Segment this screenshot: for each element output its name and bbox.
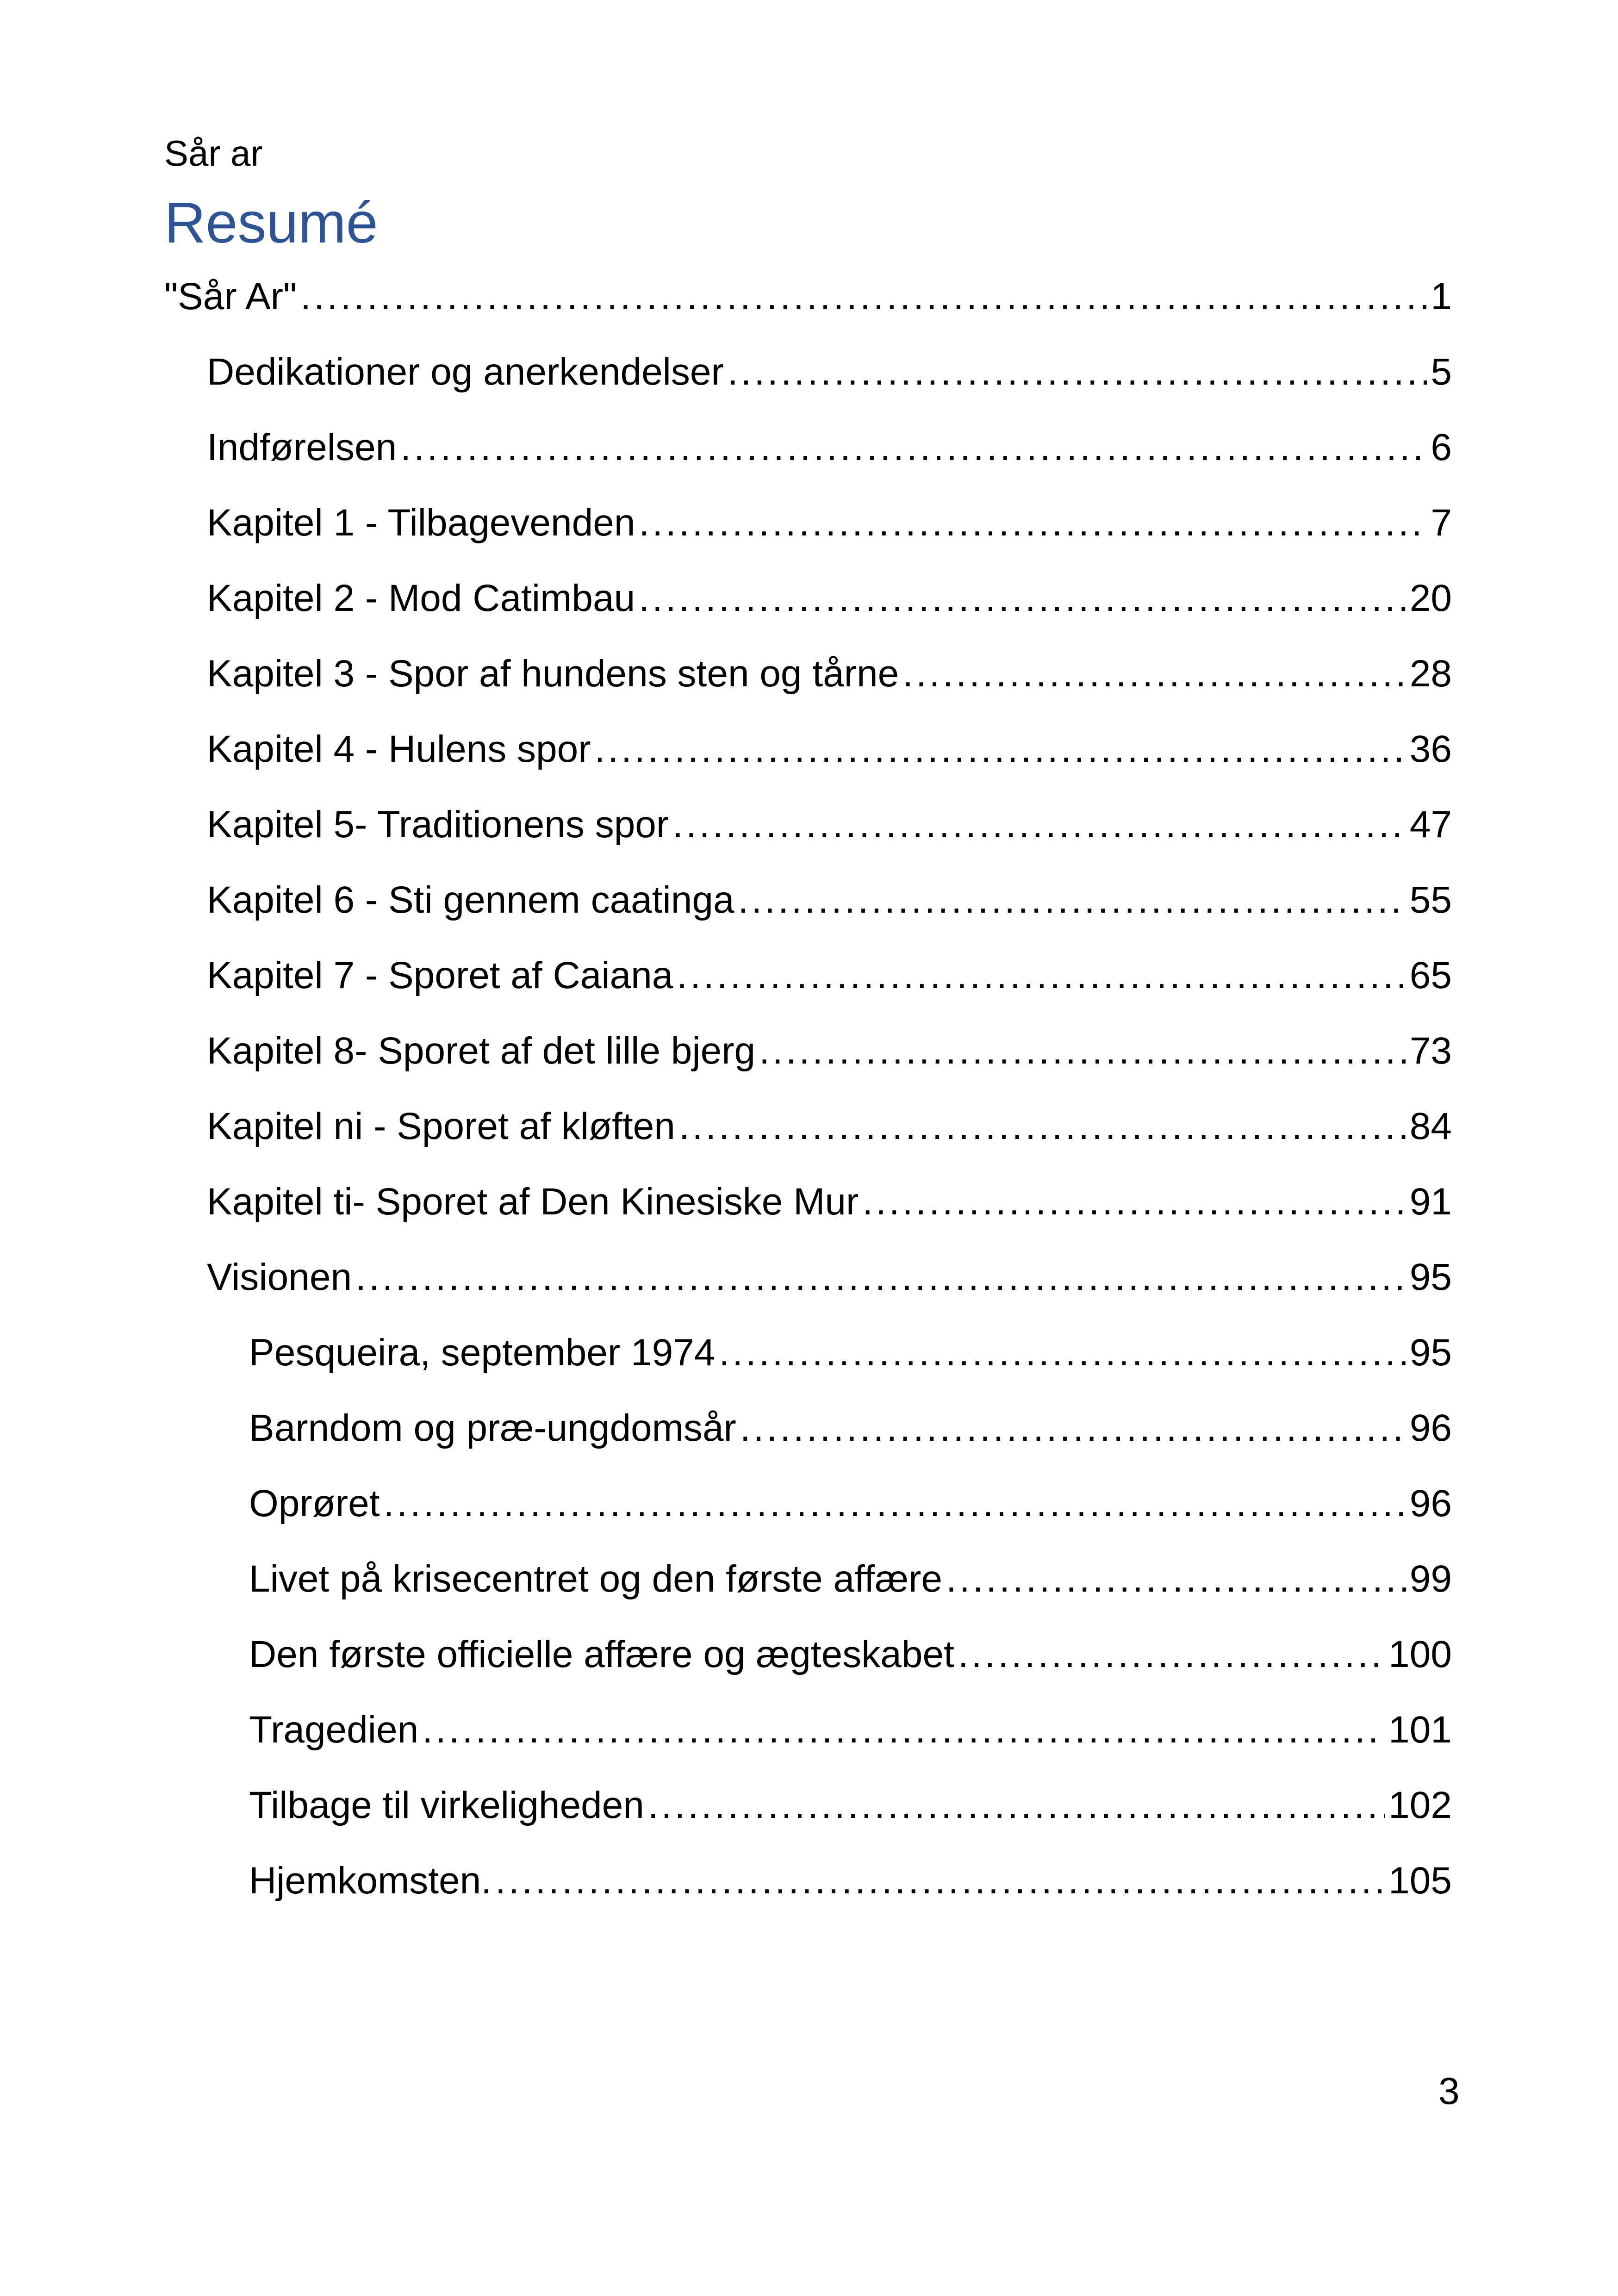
toc-dot-leader xyxy=(759,1032,1406,1070)
toc-entry[interactable] xyxy=(207,353,1452,391)
toc-entry[interactable] xyxy=(249,1862,1452,1900)
toc-entry[interactable] xyxy=(207,1258,1452,1296)
toc-dot-leader xyxy=(958,1636,1385,1674)
toc-entry-page: 91 xyxy=(1409,1181,1452,1223)
toc-entry-page: 95 xyxy=(1409,1332,1452,1374)
toc-entry-label: "Sår Ar" xyxy=(164,275,297,317)
toc-entry[interactable] xyxy=(207,579,1452,617)
toc-entry-label: Den første officielle affære og ægteskabet xyxy=(249,1633,954,1675)
toc-dot-leader xyxy=(719,1334,1406,1372)
toc-entry-label: Oprøret xyxy=(249,1482,380,1524)
toc-dot-leader xyxy=(595,730,1406,768)
toc-entry[interactable] xyxy=(207,881,1452,919)
toc-entry[interactable] xyxy=(249,1409,1452,1447)
toc-entry-page: 99 xyxy=(1409,1558,1452,1600)
toc-entry[interactable] xyxy=(207,1105,1452,1147)
toc-entry-label: Kapitel 2 - Mod Catimbau xyxy=(207,577,635,619)
toc-entry-label: Indførelsen xyxy=(207,426,397,468)
toc-entry-page: 102 xyxy=(1388,1784,1452,1826)
toc-entry-page: 100 xyxy=(1388,1633,1452,1675)
toc-entry-page: 28 xyxy=(1409,653,1452,695)
toc-dot-leader xyxy=(740,1409,1406,1447)
toc-entry-page: 36 xyxy=(1409,728,1452,770)
toc-dot-leader xyxy=(300,278,1427,316)
toc-entry-label: Kapitel 8- Sporet af det lille bjerg xyxy=(207,1030,756,1072)
toc-dot-leader xyxy=(862,1183,1406,1221)
toc-dot-leader xyxy=(738,881,1406,919)
toc-dot-leader xyxy=(383,1485,1406,1523)
toc-entry-page: 96 xyxy=(1409,1407,1452,1449)
toc-dot-leader xyxy=(355,1258,1406,1296)
toc-entry-page: 6 xyxy=(1431,426,1452,468)
toc-entry-page: 7 xyxy=(1431,502,1452,544)
toc-entry-page: 84 xyxy=(1409,1105,1452,1147)
toc-entry[interactable] xyxy=(207,803,1452,846)
toc-dot-leader xyxy=(422,1711,1385,1749)
toc-entry[interactable] xyxy=(249,1334,1452,1372)
toc-entry-page: 96 xyxy=(1409,1482,1452,1524)
toc-entry-label: Kapitel 3 - Spor af hundens sten og tårne xyxy=(207,653,899,695)
toc-dot-leader xyxy=(495,1862,1385,1900)
toc-entry-page: 47 xyxy=(1409,803,1452,846)
page-title: Resumé xyxy=(164,191,378,255)
page-number: 3 xyxy=(1438,2070,1460,2112)
toc-dot-leader xyxy=(400,429,1427,467)
toc-entry-label: Visionen xyxy=(207,1256,352,1298)
toc-entry-page: 105 xyxy=(1388,1860,1452,1902)
toc-entry-label: Kapitel 1 - Tilbagevenden xyxy=(207,502,635,544)
toc-entry[interactable] xyxy=(164,275,1452,317)
toc-entry[interactable] xyxy=(207,655,1452,693)
toc-entry[interactable] xyxy=(207,504,1452,542)
toc-entry-page: 5 xyxy=(1431,351,1452,393)
toc-entry-label: Kapitel 7 - Sporet af Caiana xyxy=(207,954,673,996)
toc-dot-leader xyxy=(639,579,1406,617)
toc-entry-label: Pesqueira, september 1974 xyxy=(249,1332,716,1374)
toc-entry-page: 95 xyxy=(1409,1256,1452,1298)
toc-entry-page: 73 xyxy=(1409,1030,1452,1072)
toc-entry[interactable] xyxy=(207,1183,1452,1221)
toc-dot-leader xyxy=(639,504,1427,542)
toc-entry-page: 65 xyxy=(1409,954,1452,996)
toc-dot-leader xyxy=(679,1108,1406,1145)
toc-entry-page: 101 xyxy=(1388,1709,1452,1751)
toc-dot-leader xyxy=(648,1786,1385,1824)
document-header: Sår ar xyxy=(164,133,263,174)
toc-dot-leader xyxy=(672,806,1406,844)
toc-entry-label: Dedikationer og anerkendelser xyxy=(207,351,724,393)
toc-entry-page: 20 xyxy=(1409,577,1452,619)
toc-entry[interactable] xyxy=(249,1560,1452,1598)
toc-entry[interactable] xyxy=(249,1786,1452,1824)
toc-dot-leader xyxy=(946,1560,1406,1598)
toc-entry[interactable] xyxy=(207,1032,1452,1070)
toc-dot-leader xyxy=(902,655,1406,693)
toc-entry-page: 1 xyxy=(1431,275,1452,317)
toc-entry-label: Kapitel 5- Traditionens spor xyxy=(207,803,669,846)
toc-entry-label: Kapitel 6 - Sti gennem caatinga xyxy=(207,879,734,921)
toc-entry-label: Hjemkomsten. xyxy=(249,1860,492,1902)
toc-dot-leader xyxy=(677,957,1406,995)
toc-entry-label: Tilbage til virkeligheden xyxy=(249,1784,644,1826)
toc-entry-label: Livet på krisecentret og den første affære xyxy=(249,1558,943,1600)
toc-entry-label: Kapitel ti- Sporet af Den Kinesiske Mur xyxy=(207,1181,859,1223)
toc-entry-page: 55 xyxy=(1409,879,1452,921)
toc-entry[interactable] xyxy=(249,1633,1452,1675)
toc-entry-label: Kapitel ni - Sporet af kløften xyxy=(207,1105,675,1147)
toc-entry-label: Kapitel 4 - Hulens spor xyxy=(207,728,591,770)
toc-entry[interactable] xyxy=(207,730,1452,768)
toc-entry-label: Tragedien xyxy=(249,1709,419,1751)
toc-entry[interactable] xyxy=(249,1711,1452,1749)
toc-dot-leader xyxy=(728,353,1427,391)
toc-entry[interactable] xyxy=(249,1482,1452,1524)
toc-entry[interactable] xyxy=(207,426,1452,468)
toc-entry[interactable] xyxy=(207,954,1452,996)
toc-entry-label: Barndom og præ-ungdomsår xyxy=(249,1407,736,1449)
